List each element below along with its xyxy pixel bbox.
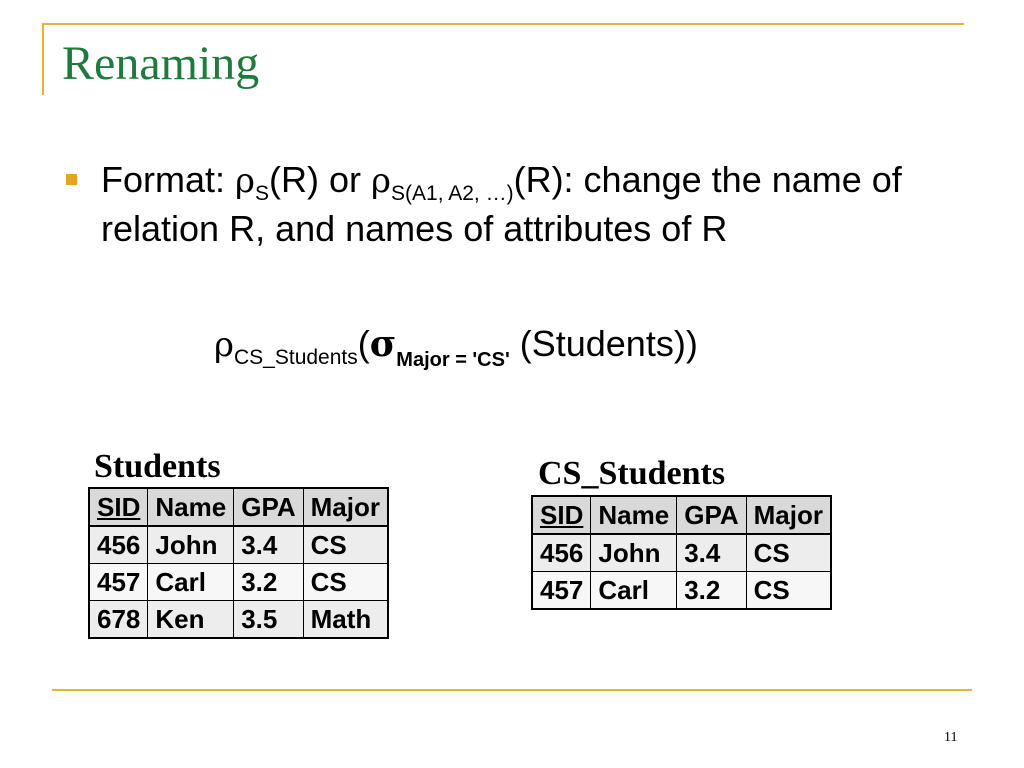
header-sid: SID	[532, 496, 591, 534]
format-description: (R): change the name of relation R, and names of attributes of R	[101, 159, 902, 249]
slide-title: Renaming	[62, 37, 260, 90]
table-header-row	[89, 488, 388, 526]
cell-gpa: 3.4	[234, 526, 303, 564]
cell-sid: 456	[532, 534, 591, 572]
students-caption: Students	[94, 448, 221, 485]
page-number: 11	[944, 730, 958, 745]
cell-sid: 678	[89, 601, 148, 639]
header-gpa: GPA	[677, 496, 746, 534]
cell-gpa: 3.2	[677, 572, 746, 610]
table-row	[89, 526, 388, 564]
bullet-marker	[66, 174, 77, 185]
cs-students-table	[531, 495, 832, 610]
cell-gpa: 3.4	[677, 534, 746, 572]
format-mid: (R) or	[269, 159, 372, 200]
cell-gpa: 3.5	[234, 601, 303, 639]
header-name: Name	[148, 488, 234, 526]
formula-select-subscript: Major = 'CS'	[396, 349, 510, 371]
bottom-rule	[52, 689, 972, 691]
cell-major: CS	[746, 534, 831, 572]
cell-major: Math	[303, 601, 388, 639]
cs-students-caption: CS_Students	[538, 455, 726, 492]
cell-sid: 457	[532, 572, 591, 610]
table-row	[89, 564, 388, 601]
header-sid: SID	[89, 488, 148, 526]
cell-major: CS	[303, 564, 388, 601]
cell-name: John	[148, 526, 234, 564]
cell-name: Carl	[148, 564, 234, 601]
rho-symbol-2: ρ	[371, 161, 392, 201]
cell-sid: 456	[89, 526, 148, 564]
formula-rho: ρ	[214, 325, 234, 365]
cell-name: Ken	[148, 601, 234, 639]
students-table	[88, 487, 389, 639]
format-prefix: Format:	[101, 159, 236, 200]
bullet-text	[101, 156, 941, 253]
header-gpa: GPA	[234, 488, 303, 526]
cell-name: Carl	[591, 572, 677, 610]
cell-major: CS	[746, 572, 831, 610]
cell-name: John	[591, 534, 677, 572]
rho-symbol: ρ	[235, 161, 256, 201]
table-row	[532, 572, 831, 610]
table-header-row	[532, 496, 831, 534]
header-major: Major	[303, 488, 388, 526]
left-rule	[42, 23, 44, 95]
rho-subscript-attrs: S(A1, A2, …)	[391, 182, 514, 205]
table-row	[89, 601, 388, 639]
top-rule	[42, 23, 964, 25]
cell-sid: 457	[89, 564, 148, 601]
header-name: Name	[591, 496, 677, 534]
table-row	[532, 534, 831, 572]
formula-rest: (Students))	[509, 323, 698, 364]
cell-major: CS	[303, 526, 388, 564]
cell-gpa: 3.2	[234, 564, 303, 601]
rho-subscript-s: S	[255, 182, 270, 205]
formula-sigma: σ	[369, 323, 397, 365]
formula-open-paren: (	[357, 323, 370, 364]
header-major: Major	[746, 496, 831, 534]
formula-rename-subscript: CS_Students	[234, 346, 358, 369]
rename-formula	[214, 320, 698, 370]
